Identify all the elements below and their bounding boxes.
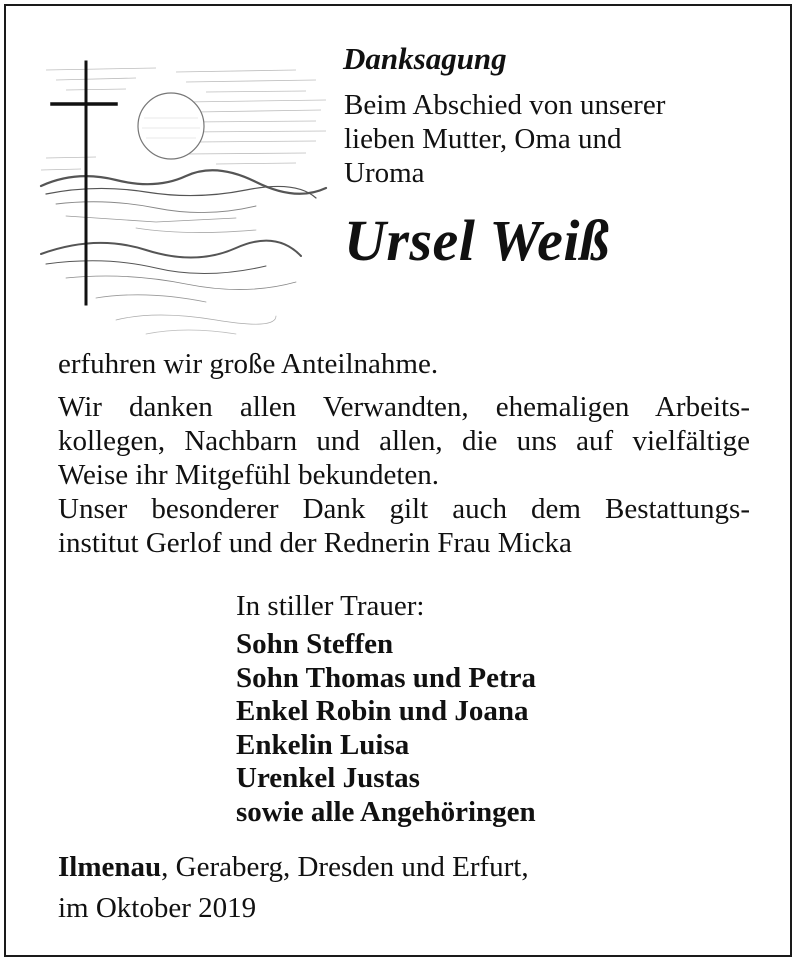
- mourner-name: Sohn Steffen: [236, 628, 394, 660]
- paragraph-line: Weise ihr Mitgefühl bekundeten.: [58, 459, 440, 491]
- place-line: [58, 849, 529, 885]
- landscape-sketch: [41, 170, 326, 334]
- condolence-line: erfuhren wir große Anteilnahme.: [58, 348, 439, 380]
- intro-line: Uroma: [344, 157, 425, 189]
- intro-text: [344, 88, 784, 190]
- mourner-name: Urenkel Justas: [236, 762, 420, 794]
- thanks-paragraph: [58, 390, 750, 560]
- intro-line: lieben Mutter, Oma und: [344, 123, 622, 155]
- place-others: , Geraberg, Dresden und Erfurt,: [161, 851, 529, 883]
- date-line: im Oktober 2019: [58, 892, 257, 924]
- paragraph-line: Unser besonderer Dank gilt auch dem Bestattungs-: [58, 493, 750, 525]
- paragraph-line: Wir danken allen Verwandten, ehemaligen Arbeits-: [58, 391, 750, 423]
- mourner-name: Enkel Robin und Joana: [236, 695, 529, 727]
- obituary-card: [4, 4, 792, 957]
- place-main: Ilmenau: [58, 851, 162, 883]
- sun-icon: [138, 93, 204, 159]
- paragraph-line: institut Gerlof und der Rednerin Frau Micka: [58, 527, 572, 559]
- mourner-name: sowie alle Angehöringen: [236, 795, 536, 828]
- deceased-name: Ursel Weiß: [344, 208, 610, 273]
- intro-line: Beim Abschied von unserer: [344, 89, 666, 121]
- landscape-illustration: [36, 58, 332, 344]
- paragraph-line: kollegen, Nachbarn und allen, die uns auf vielfältige: [58, 425, 750, 457]
- mourning-label: In stiller Trauer:: [236, 590, 425, 622]
- mourner-name: Enkelin Luisa: [236, 728, 410, 761]
- mourner-name: Sohn Thomas und Petra: [236, 661, 537, 694]
- mourners-list: [236, 628, 536, 829]
- heading-title: Danksagung: [343, 41, 507, 76]
- cross-icon: [52, 62, 116, 304]
